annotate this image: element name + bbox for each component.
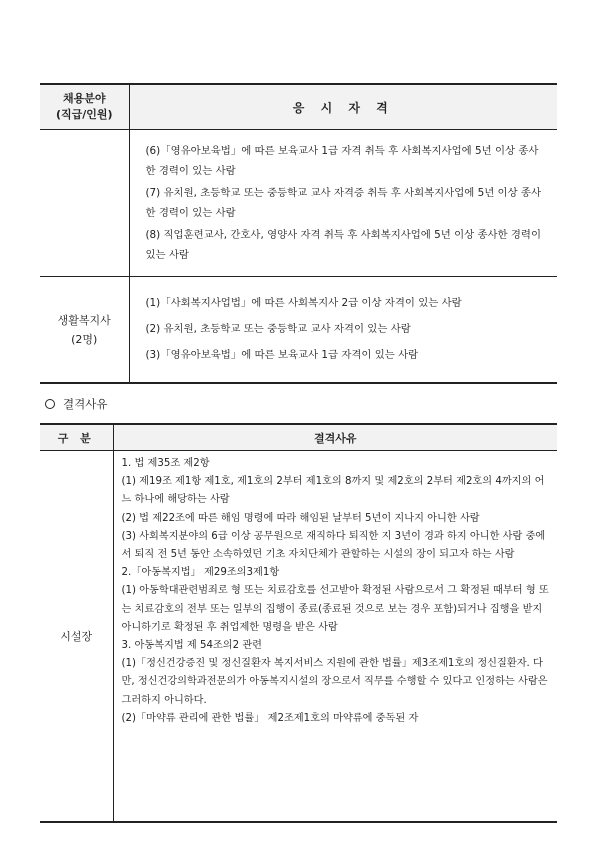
disqualification-list xyxy=(113,451,557,823)
header-recruit-field: 채용분야 (직급/인원) xyxy=(40,84,129,130)
section-heading: 결격사유 xyxy=(45,396,107,412)
table-row xyxy=(40,451,557,823)
list-item: (1)「사회복지사업법」에 따른 사회복지사 2급 이상 자격이 있는 사람 xyxy=(145,297,462,309)
disqualification-table xyxy=(40,423,557,823)
row-label-director: 시설장 xyxy=(40,451,113,823)
list-item: (2) 유치원, 초등학교 또는 중등학교 교사 자격이 있는 사람 xyxy=(145,323,411,335)
list-item: (8) 직업훈련교사, 간호사, 영양사 자격 취득 후 사회복지사업에 5년 이상 종사한 경력이 있는 사람 xyxy=(145,228,541,261)
header-qualification: 응 시 자 격 xyxy=(129,84,557,130)
list-item: (2)「마약류 관리에 관한 법률」 제2조제1호의 마약류에 중독된 자 xyxy=(121,712,419,724)
list-item: 2.「아동복지법」 제29조의3제1항 xyxy=(121,567,280,579)
table-row xyxy=(40,277,557,384)
list-item: (1) 제19조 제1항 제1호, 제1호의 2부터 제1호의 8까지 및 제2호의 2부터 제2호의 4까지의 어느 하나에 해당하는 사람 xyxy=(121,476,545,506)
list-item: 1. 법 제35조 제2항 xyxy=(121,458,210,469)
row-label-life-welfare: 생활복지사 (2명) xyxy=(40,277,129,384)
qualification-list xyxy=(129,277,557,384)
list-item: (1) 아동학대관련범죄로 형 또는 치료감호를 선고받아 확정된 사람으로서 그 확정된 때부터 형 또는 치료감호의 전부 또는 일부의 집행이 종료(종료된 것으로 보는 경우 포함)되거나 집행을 받지 아니하기로 확정된 후 취업제한 명령을 받은 사람 xyxy=(121,585,549,633)
table-row xyxy=(40,130,557,277)
list-item: (3) 사회복지분야의 6급 이상 공무원으로 재직하다 퇴직한 지 3년이 경과 하지 아니한 사람 중에서 퇴직 전 5년 동안 소속하였던 기초 자치단체가 관할하는 시설의 장이 되고자 하는 사람 xyxy=(121,530,546,561)
circle-bullet-icon xyxy=(45,399,55,409)
list-item: (1)「정신건강증진 및 정신질환자 복지서비스 지원에 관한 법률」제3조제1호의 정신질환자. 다만, 정신건강의학과전문의가 아동복지시설의 장으로서 직무를 수행할 수 있다고 인정하는 사람은 그러하지 아니하다. xyxy=(121,658,548,706)
qualification-list xyxy=(129,130,557,277)
list-item: 3. 아동복지법 제 54조의2 관련 xyxy=(121,640,263,652)
list-item: (2) 법 제22조에 따른 해임 명령에 따라 해임된 날부터 5년이 지나지 아니한 사람 xyxy=(121,512,480,524)
list-item: (3)「영유아보육법」에 따른 보육교사 1급 자격이 있는 사람 xyxy=(145,349,419,361)
header-disqualification: 결격사유 xyxy=(113,424,557,451)
header-category: 구 분 xyxy=(40,424,113,451)
row-label-empty xyxy=(40,130,129,277)
disqualification-table-header xyxy=(40,424,557,451)
list-item: (6)「영유아보육법」에 따른 보육교사 1급 자격 취득 후 사회복지사업에 5년 이상 종사한 경력이 있는 사람 xyxy=(145,144,539,177)
eligibility-table xyxy=(40,83,557,384)
eligibility-table-header xyxy=(40,84,557,130)
list-item: (7) 유치원, 초등학교 또는 중등학교 교사 자격증 취득 후 사회복지사업에 5년 이상 종사한 경력이 있는 사람 xyxy=(145,186,541,219)
